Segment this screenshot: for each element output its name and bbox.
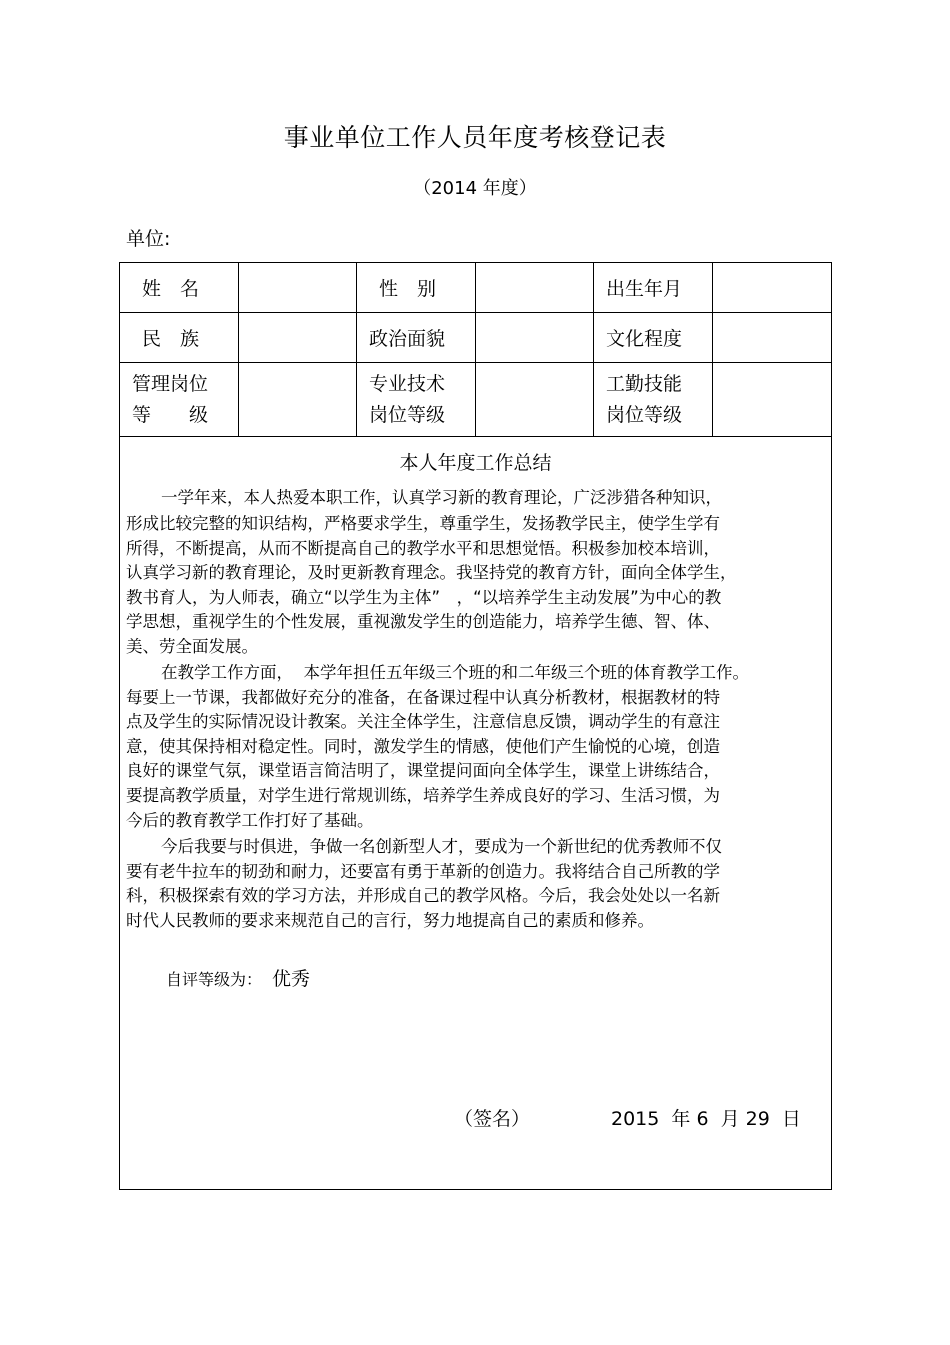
self-rating-label: 自评等级为：	[166, 970, 263, 989]
tech-level-label-line1: 专业技术	[369, 372, 446, 395]
mgmt-level-label-line2: 等 级	[132, 403, 209, 426]
signature-label: （签名）	[454, 1108, 531, 1130]
summary-line: 学思想，重视学生的个性发展，重视激发学生的创造能力，培养学生德、智、体、	[126, 612, 720, 631]
mgmt-level-label	[120, 363, 239, 437]
signature-date: 2015 年 6 月 29 日	[611, 1108, 801, 1130]
summary-line: 今后我要与时俱进，争做一名创新型人才，要成为一个新世纪的优秀教师不仅	[128, 837, 722, 856]
unit-label: 单位:	[126, 228, 171, 250]
summary-line: 意，使其保持相对稳定性。同时，激发学生的情感，使他们产生愉悦的心境，创造	[126, 737, 720, 756]
summary-line: 所得，不断提高，从而不断提高自己的教学水平和思想觉悟。积极参加校本培训，	[126, 539, 720, 558]
education-value[interactable]	[713, 313, 832, 363]
skill-level-label-line1: 工勤技能	[606, 372, 683, 395]
birth-label: 出生年月	[594, 263, 713, 313]
education-label: 文化程度	[594, 313, 713, 363]
gender-value[interactable]	[476, 263, 594, 313]
summary-line: 时代人民教师的要求来规范自己的言行，努力地提高自己的素质和修养。	[126, 911, 654, 930]
summary-line: 形成比较完整的知识结构，严格要求学生，尊重学生，发扬教学民主，使学生学有	[126, 514, 720, 533]
name-value[interactable]	[239, 263, 357, 313]
summary-line: 科，积极探索有效的学习方法，并形成自己的教学风格。今后，我会处处以一名新	[126, 886, 720, 905]
ethnic-value[interactable]	[239, 313, 357, 363]
summary-line: 今后的教育教学工作打好了基础。	[126, 811, 374, 830]
summary-line: 教书育人，为人师表，确立“以学生为主体” ，“以培养学生主动发展”为中心的教	[126, 588, 722, 607]
gender-label: 性 别	[357, 263, 476, 313]
summary-line: 在教学工作方面， 本学年担任五年级三个班的和二年级三个班的体育教学工作。	[128, 663, 749, 682]
summary-line: 点及学生的实际情况设计教案。关注全体学生，注意信息反馈，调动学生的有意注	[126, 712, 720, 731]
skill-level-value[interactable]	[713, 363, 832, 437]
summary-line: 一学年来，本人热爱本职工作，认真学习新的教育理论，广泛涉猎各种知识，	[128, 488, 722, 507]
tech-level-label-line2: 岗位等级	[369, 403, 446, 426]
birth-value[interactable]	[713, 263, 832, 313]
summary-line: 良好的课堂气氛，课堂语言简洁明了，课堂提问面向全体学生，课堂上讲练结合，	[126, 761, 720, 780]
skill-level-label	[594, 363, 713, 437]
tech-level-value[interactable]	[476, 363, 594, 437]
summary-line: 要提高教学质量，对学生进行常规训练，培养学生养成良好的学习、生活习惯，为	[126, 786, 720, 805]
name-label: 姓 名	[120, 263, 239, 313]
political-value[interactable]	[476, 313, 594, 363]
summary-line: 认真学习新的教育理论，及时更新教育理念。我坚持党的教育方针，面向全体学生，	[126, 563, 737, 582]
summary-line: 每要上一节课，我都做好充分的准备，在备课过程中认真分析教材，根据教材的特	[126, 688, 720, 707]
summary-line: 美、劳全面发展。	[126, 637, 258, 656]
ethnic-label: 民 族	[120, 313, 239, 363]
political-label: 政治面貌	[357, 313, 476, 363]
tech-level-label	[357, 363, 476, 437]
summary-title: 本人年度工作总结	[399, 452, 552, 474]
year-line: （2014 年度）	[413, 178, 537, 199]
work-summary-box	[119, 436, 832, 1190]
self-rating-value: 优秀	[272, 968, 311, 990]
mgmt-level-value[interactable]	[239, 363, 357, 437]
mgmt-level-label-line1: 管理岗位	[132, 372, 209, 395]
form-title: 事业单位工作人员年度考核登记表	[283, 123, 667, 152]
summary-line: 要有老牛拉车的韧劲和耐力，还要富有勇于革新的创造力。我将结合自己所教的学	[126, 862, 720, 881]
info-table	[119, 262, 832, 437]
skill-level-label-line2: 岗位等级	[606, 403, 683, 426]
self-rating	[166, 964, 310, 991]
